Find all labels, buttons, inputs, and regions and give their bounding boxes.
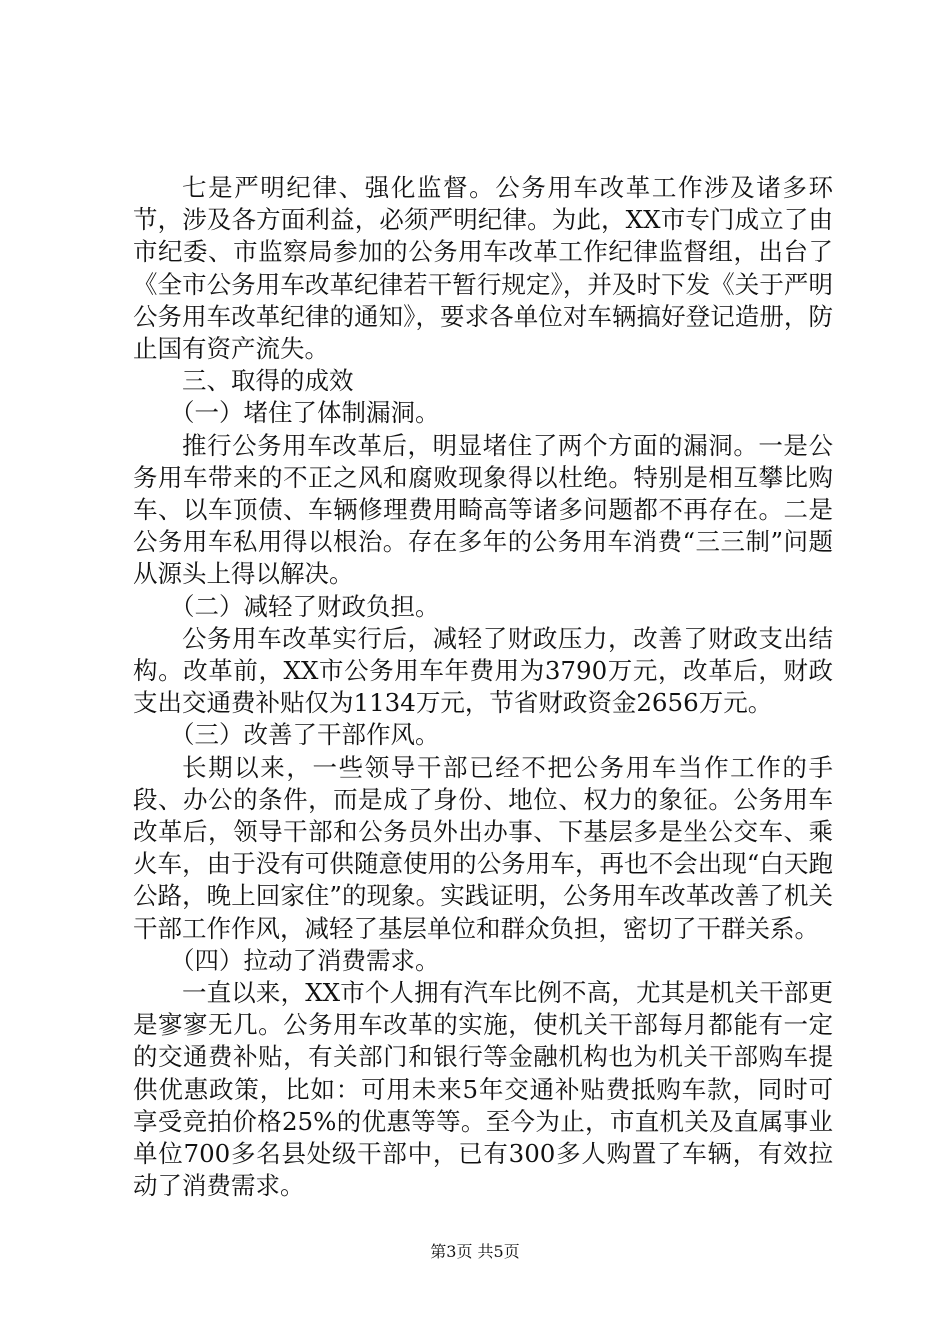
section-heading-results: 三、取得的成效 [182,366,354,396]
paragraph-consumption: 一直以来，XX市个人拥有汽车比例不高，尤其是机关干部更是寥寥无几。公务用车改革的实施，使机关干部每月都能有一定的交通费补贴，有关部门和银行等金融机构也为机关干部购车提供优惠政策，比如：可用未来5年交通补贴费抵购车款，同时可享受竞拍价格25%的优惠等等。至今为止，市直机关及直属事业单位700多名县处级干部中，已有300多人购置了车辆，有效拉动了消费需求。 [133,978,833,1201]
subheading-loopholes: （一）堵住了体制漏洞。 [170,398,440,428]
subheading-fiscal: （二）减轻了财政负担。 [170,591,440,621]
paragraph-loopholes: 推行公务用车改革后，明显堵住了两个方面的漏洞。一是公务用车带来的不正之风和腐败现象得以杜绝。特别是相互攀比购车、以车顶债、车辆修理费用畸高等诸多问题都不再存在。二是公务用车私用得以根治。存在多年的公务用车消费“三三制”问题从源头上得以解决。 [133,430,833,589]
paragraph-fiscal: 公务用车改革实行后，减轻了财政压力，改善了财政支出结构。改革前，XX市公务用车年费用为3790万元，改革后，财政支出交通费补贴仅为1134万元，节省财政资金2656万元。 [133,623,833,718]
document-body [133,172,833,1203]
paragraph-discipline: 七是严明纪律、强化监督。公务用车改革工作涉及诸多环节，涉及各方面利益，必须严明纪律。为此，XX市专门成立了由市纪委、市监察局参加的公务用车改革工作纪律监督组，出台了《全市公务用车改革纪律若干暂行规定》，并及时下发《关于严明公务用车改革纪律的通知》，要求各单位对车辆搞好登记造册，防止国有资产流失。 [133,173,833,364]
paragraph-cadre-style: 长期以来，一些领导干部已经不把公务用车当作工作的手段、办公的条件，而是成了身份、地位、权力的象征。公务用车改革后，领导干部和公务员外出办事、下基层多是坐公交车、乘火车，由于没有可供随意使用的公务用车，再也不会出现“白天跑公路，晚上回家住”的现象。实践证明，公务用车改革改善了机关干部工作作风，减轻了基层单位和群众负担，密切了干群关系。 [133,752,833,943]
page-number-footer: 第3页 共5页 [430,1242,520,1261]
subheading-consumption: （四）拉动了消费需求。 [170,945,440,975]
subheading-cadre-style: （三）改善了干部作风。 [170,720,440,750]
